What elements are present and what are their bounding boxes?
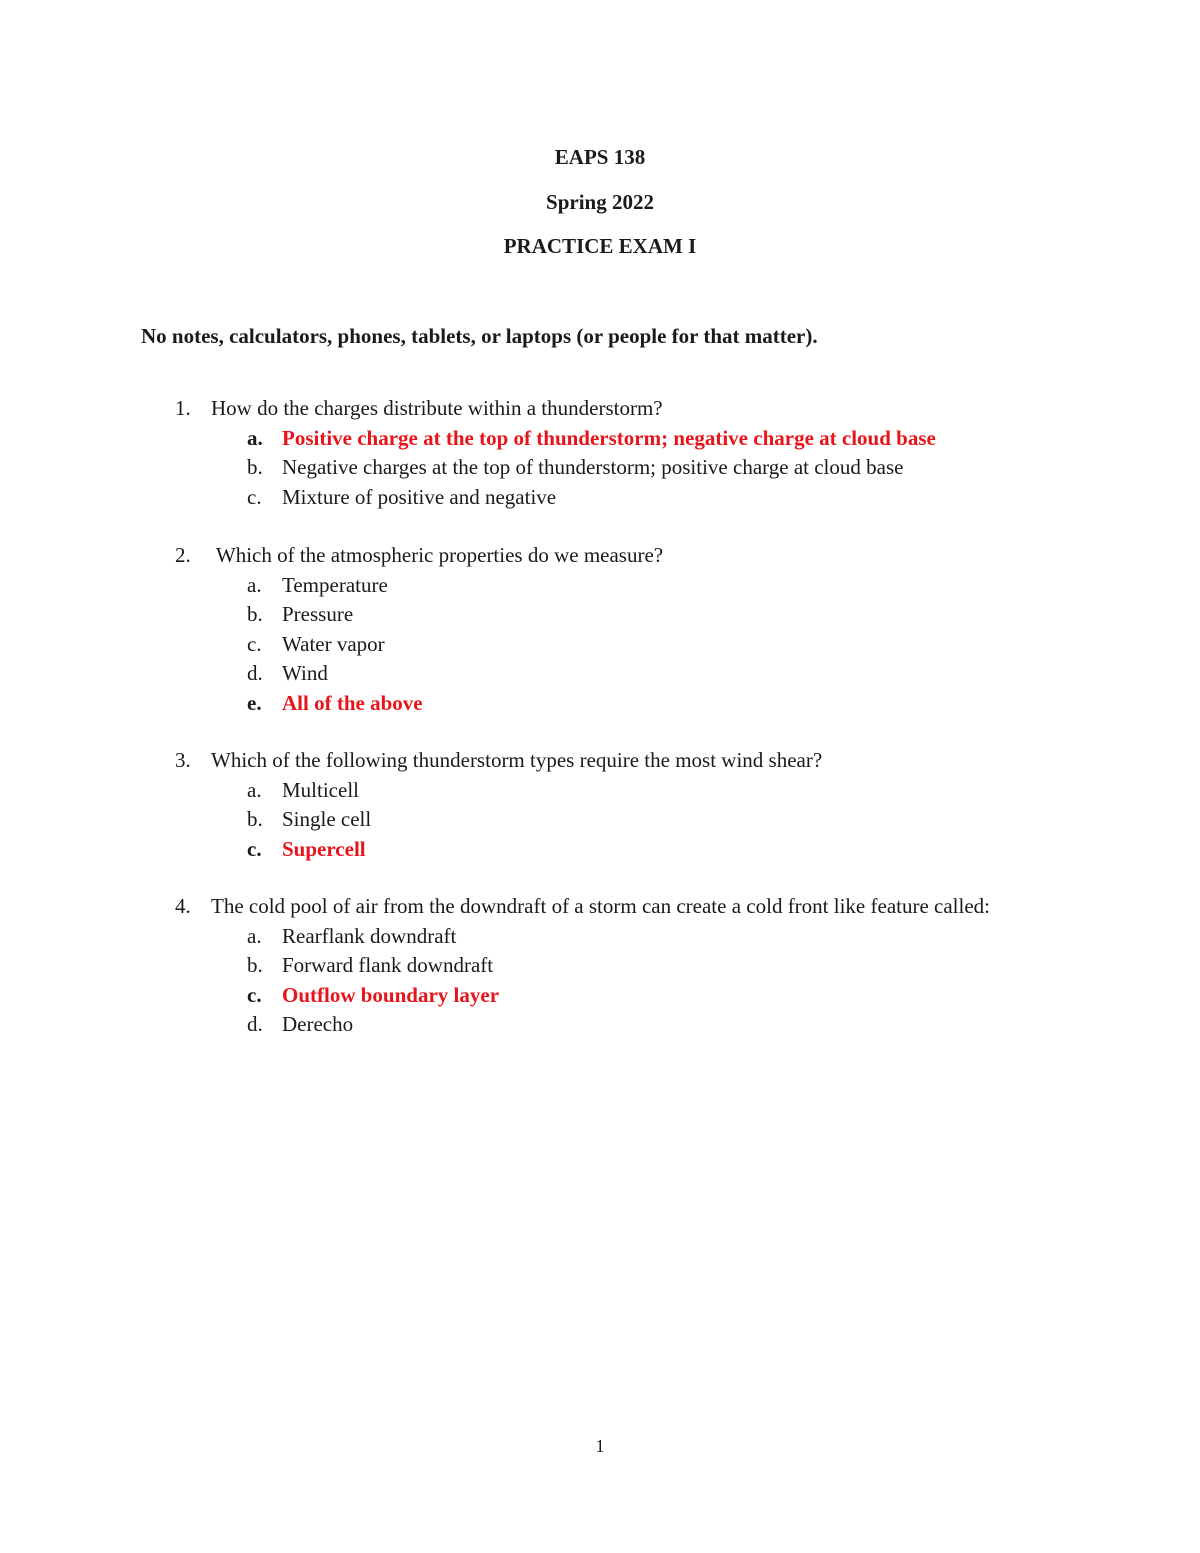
question-3	[175, 746, 1035, 864]
answer-choices	[175, 922, 1035, 1040]
exam-title: PRACTICE EXAM I	[503, 234, 697, 258]
choice-letter: d.	[247, 1012, 263, 1036]
answer-choice-d	[175, 659, 1035, 689]
choice-letter: c.	[247, 836, 262, 861]
question-text: How do the charges distribute within a thunderstorm?	[211, 396, 663, 420]
answer-choice-e-correct	[175, 689, 1035, 719]
choice-letter: a.	[247, 923, 262, 948]
choice-letter: d.	[247, 661, 263, 685]
answer-choice-b	[175, 453, 1035, 483]
choice-text: Supercell	[282, 836, 366, 861]
choice-text: Derecho	[282, 1012, 354, 1036]
question-number: 2.	[175, 543, 191, 567]
choice-text: Pressure	[282, 602, 354, 626]
term-label: Spring 2022	[546, 190, 654, 214]
choice-letter: e.	[247, 690, 262, 715]
choice-letter: c.	[247, 484, 262, 509]
question-number: 1.	[175, 396, 191, 420]
question-text: The cold pool of air from the downdraft of a storm can create a cold front like feature called:	[211, 894, 990, 918]
choice-text: Rearflank downdraft	[282, 923, 457, 948]
answer-choice-a	[175, 922, 1035, 952]
choice-text: All of the above	[282, 690, 423, 715]
question-number: 4.	[175, 894, 191, 918]
answer-choice-d	[175, 1010, 1035, 1040]
choice-letter: a.	[247, 425, 263, 450]
answer-choice-c	[175, 630, 1035, 660]
question-prompt	[175, 892, 1035, 922]
page-number: 1	[595, 1436, 605, 1456]
question-1	[175, 394, 1035, 512]
choice-text: Negative charges at the top of thunderstorm; positive charge at cloud base	[282, 455, 904, 479]
choice-letter: b.	[247, 953, 263, 977]
choice-letter: c.	[247, 982, 262, 1007]
answer-choices	[175, 776, 1035, 865]
choice-text: Single cell	[282, 807, 372, 831]
question-text: Which of the atmospheric properties do we measure?	[211, 543, 664, 567]
question-prompt	[175, 394, 1035, 424]
exam-instructions: No notes, calculators, phones, tablets, or laptops (or people for that matter).	[141, 324, 818, 348]
question-prompt	[175, 746, 1035, 776]
choice-letter: a.	[247, 572, 262, 597]
choice-text: Positive charge at the top of thunderstorm; negative charge at cloud base	[282, 425, 936, 450]
choice-letter: b.	[247, 602, 263, 626]
answer-choice-a	[175, 571, 1035, 601]
answer-choice-a-correct	[175, 424, 1035, 454]
question-number: 3.	[175, 748, 191, 772]
question-text: Which of the following thunderstorm types require the most wind shear?	[211, 748, 823, 772]
question-2	[175, 541, 1035, 718]
answer-choice-c	[175, 483, 1035, 513]
choice-text: Wind	[282, 661, 328, 685]
choice-letter: b.	[247, 807, 263, 831]
answer-choices	[175, 571, 1035, 719]
question-4	[175, 892, 1035, 1040]
choice-text: Mixture of positive and negative	[282, 484, 557, 509]
answer-choice-c-correct	[175, 981, 1035, 1011]
answer-choice-c-correct	[175, 835, 1035, 865]
answer-choices	[175, 424, 1035, 513]
choice-text: Multicell	[282, 777, 359, 802]
choice-letter: b.	[247, 455, 263, 479]
answer-choice-b	[175, 805, 1035, 835]
choice-text: Water vapor	[282, 631, 385, 656]
choice-letter: c.	[247, 631, 262, 656]
answer-choice-b	[175, 600, 1035, 630]
answer-choice-a	[175, 776, 1035, 806]
choice-text: Temperature	[282, 572, 388, 597]
choice-letter: a.	[247, 777, 262, 802]
choice-text: Forward flank downdraft	[282, 953, 494, 977]
answer-choice-b	[175, 951, 1035, 981]
course-title: EAPS 138	[554, 145, 646, 169]
choice-text: Outflow boundary layer	[282, 982, 500, 1007]
question-prompt	[175, 541, 1035, 571]
